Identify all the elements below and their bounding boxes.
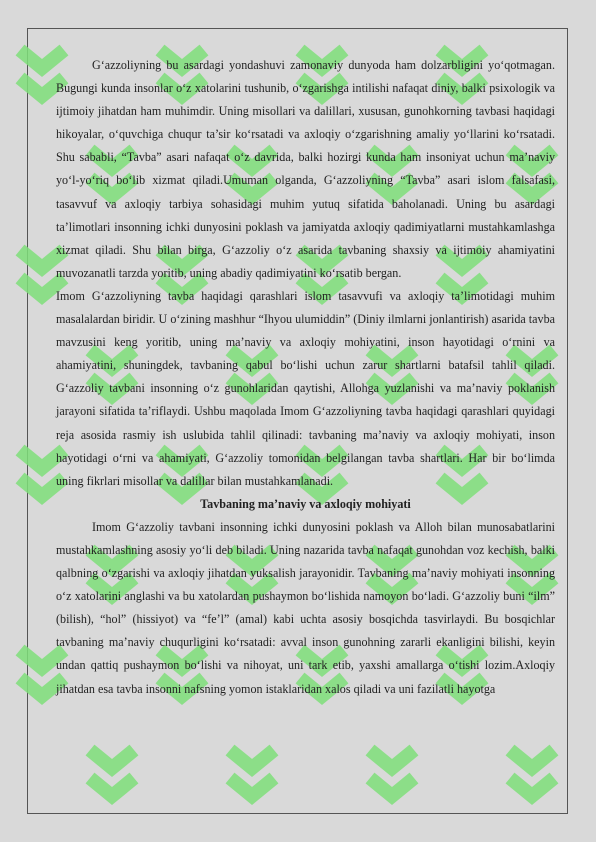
document-body [56, 54, 555, 701]
paragraph-tavba-views: Imom G‘azzoliyning tavba haqidagi qarashlari islom tasavvufi va axloqiy ta’limotidagi muhim masalalardan biridir. U o‘zining mashhur “Ihyou ulumiddin” (Diniy ilmlarni jonlantirish) asarida tavba mavzusini keng yoritib, uning ma’naviy va axloqiy mohiyatini, inson hayotidagi o‘rnini va ahamiyatini, shuningdek, tavbaning qabul bo‘lishi uchun zarur shartlarni batafsil tahlil qiladi. G‘azzoliy tavbani insonning o‘z gunohlaridan qaytishi, Allohga yuzlanishi va ma’naviy poklanish jarayoni sifatida ta’riflaydi. Ushbu maqolada Imom G‘azzoliyning tavba haqidagi qarashlari quyidagi reja asosida rasmiy ish uslubida tahlil qilinadi: tavbaning ma’naviy va axloqiy mohiyati, inson hayotidagi o‘rni va ahamiyati, G‘azzoliy tomonidan belgilangan tavba shartlari. Har bir bo‘limda uning fikrlari misollar va dalillar bilan mustahkamlanadi. [56, 288, 555, 488]
section-heading: Tavbaning ma’naviy va axloqiy mohiyati [200, 496, 411, 511]
paragraph-intro: G‘azzoliyning bu asardagi yondashuvi zamonaviy dunyoda ham dolzarbligini yo‘qotmagan. Bugungi kunda insonlar o‘z xatolarini tushunib, o‘zgarishga intilishi nafaqat diniy, balki psixologik va ijtimoiy jihatdan ham muhimdir. Uning misollari va dalillari, xususan, gunohkorning tavbasi haqidagi hikoyalar, o‘quvchiga chuqur ta’sir ko‘rsatadi va axloqiy o‘zgarishning amaliy yo‘llarini ko‘rsatadi. Shu sababli, “Tavba” asari nafaqat o‘z davrida, balki hozirgi kunda ham insoniyat uchun ma’naviy yo‘l-yo‘riq bo‘lib xizmat qiladi.Umuman olganda, G‘azzoliyning “Tavba” asari islom falsafasi, tasavvuf va axloqiy tarbiya sohasidagi muhim yutuq sifatida baholanadi. Uning bu asardagi ta’limotlari insonning ichki dunyosini poklash va jamiyatda axloqiy qadimiyatlarni mustahkamlashga xizmat qiladi. Shu bilan birga, G‘azzoliy o‘z asarida tavbaning shaxsiy va ijtimoiy ahamiyatini muvozanatli tarzda yoritib, uning abadiy qadimiyatini ko‘rsatib bergan. [56, 58, 555, 280]
paragraph-spiritual-essence: Imom G‘azzoliy tavbani insonning ichki dunyosini poklash va Alloh bilan munosabatlarini mustahkamlashning asosiy yo‘li deb biladi. Uning nazarida tavba nafaqat gunohdan voz kechish, balki qalbning o‘zgarishi va axloqiy jihatdan yuksalish jarayonidir. Tavbaning ma’naviy mohiyati insonning o‘z xatolarini anglashi va bu xatolardan pushaymon bo‘lishida namoyon bo‘ladi. G‘azzoliy buni “ilm” (bilish), “hol” (hissiyot) va “fe’l” (amal) kabi uchta asosiy bosqichda tasvirlaydi. Bu bosqichlar tavbaning ma’naviy chuqurligini ko‘rsatadi: avval inson gunohning zararli ekanligini bilishi, keyin undan qattiq pushaymon bo‘lishi va nihoyat, uni tark etib, yaxshi amallarga o‘tishi lozim.Axloqiy jihatdan esa tavba insonni nafsning yomon istaklaridan xalos qiladi va uni fazilatli hayotga [56, 519, 555, 696]
